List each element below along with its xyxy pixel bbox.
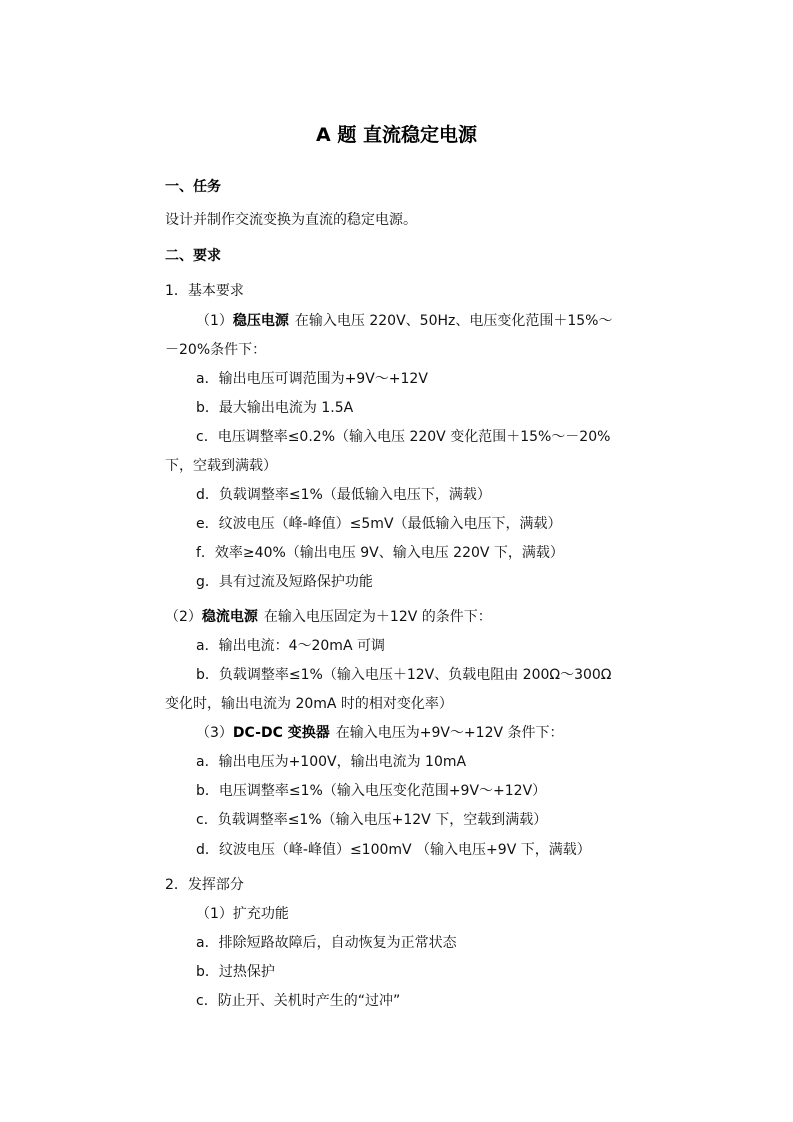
paragraph-condition: 在输入电压 220V、50Hz、电压变化范围＋15%～ [294,313,613,329]
list-item: a．输出电压为+100V，输出电流为 10mA [196,754,467,770]
list-item-continued: 下，空载到满载） [165,458,277,474]
list-item: b．最大输出电流为 1.5A [196,400,354,416]
basic-requirements-label: 1．基本要求 [165,283,244,299]
task-text: 设计并制作交流变换为直流的稳定电源。 [165,212,417,228]
list-item-continued: 变化时，输出电流为 20mA 时的相对变化率） [165,696,453,712]
list-item: d．纹波电压（峰-峰值）≤100mV （输入电压+9V 下，满载） [196,842,591,858]
list-item: a．输出电压可调范围为+9V～+12V [196,371,428,387]
paragraph-condition: 在输入电压为+9V～+12V 条件下： [335,725,564,741]
list-item: e．纹波电压（峰-峰值）≤5mV（最低输入电压下，满载） [196,516,562,532]
list-item: g．具有过流及短路保护功能 [196,574,373,590]
extension-heading: （1）扩充功能 [196,906,289,922]
list-item: c．负载调整率≤1%（输入电压+12V 下，空载到满载） [196,812,548,828]
extension-label: 2．发挥部分 [165,877,244,893]
section-heading-task: 一、任务 [165,179,221,195]
paragraph-condition: 在输入电压固定为＋12V 的条件下： [263,609,492,625]
paragraph-name: 稳压电源 [232,313,289,329]
paragraph-voltage-regulator [196,311,612,331]
paragraph-name: DC-DC 变换器 [232,725,330,741]
paragraph-name: 稳流电源 [201,609,258,625]
section-heading-requirements: 二、要求 [165,248,221,264]
paragraph-dc-dc-converter [196,723,564,743]
list-item: b．电压调整率≤1%（输入电压变化范围+9V～+12V） [196,783,547,799]
list-item: c．电压调整率≤0.2%（输入电压 220V 变化范围＋15%～－20% [196,429,611,445]
paragraph-prefix: （1） [196,313,233,329]
list-item: a．输出电流：4～20mA 可调 [196,638,385,654]
list-item: c．防止开、关机时产生的“过冲” [196,993,401,1009]
list-item: b．负载调整率≤1%（输入电压＋12V、负载电阻由 200Ω～300Ω [196,667,612,683]
list-item: b．过热保护 [196,964,275,980]
paragraph-condition-continued: －20%条件下： [165,342,267,358]
list-item: d．负载调整率≤1%（最低输入电压下，满载） [196,487,491,503]
list-item: f．效率≥40%（输出电压 9V、输入电压 220V 下，满载） [196,545,564,561]
list-item: a．排除短路故障后，自动恢复为正常状态 [196,935,457,951]
paragraph-prefix: （2） [165,609,202,625]
paragraph-prefix: （3） [196,725,233,741]
page-title: A 题 直流稳定电源 [316,124,477,146]
paragraph-current-regulator [165,607,492,627]
